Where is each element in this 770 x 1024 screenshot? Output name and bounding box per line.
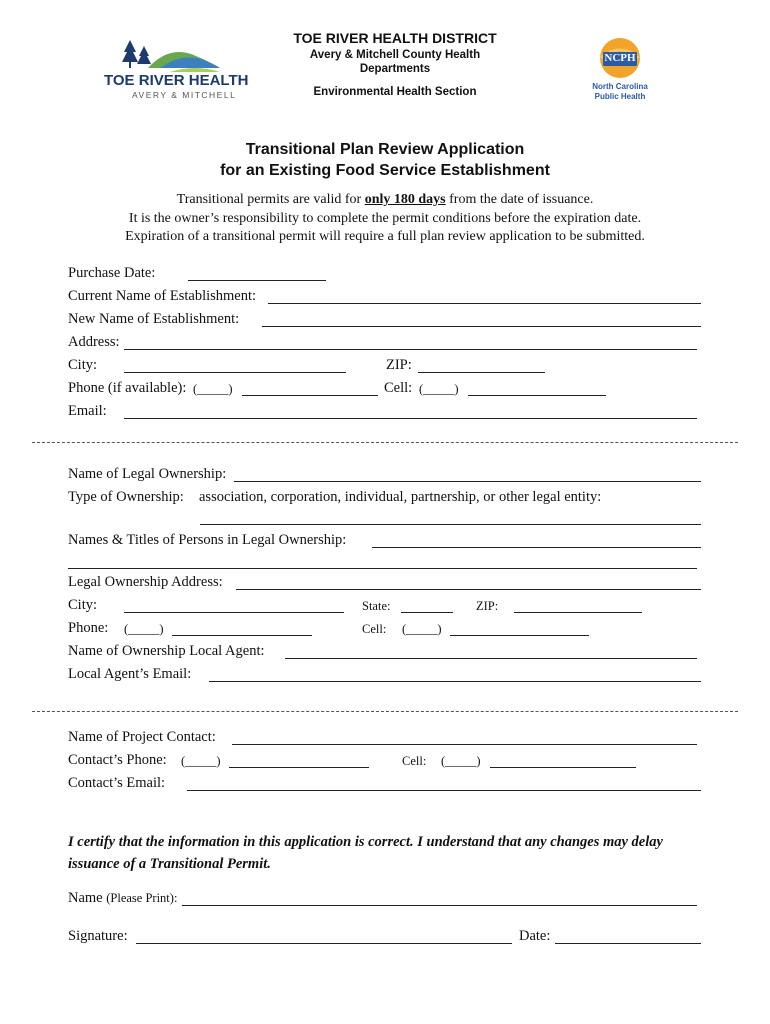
local-agent-field[interactable]	[285, 658, 697, 659]
owner-phone-field[interactable]	[172, 635, 312, 636]
form-title-line2: for an Existing Food Service Establishment	[220, 162, 550, 179]
current-name-field[interactable]	[268, 303, 701, 304]
agent-email-field[interactable]	[209, 681, 701, 682]
ownership-type-label: Type of Ownership:	[68, 489, 184, 505]
notice-line1-post: from the date of issuance.	[445, 192, 594, 207]
section-name: Environmental Health Section	[313, 86, 477, 98]
contact-phone-field[interactable]	[229, 767, 369, 768]
date-label: Date:	[519, 928, 551, 944]
persons-field-2[interactable]	[68, 568, 697, 569]
legal-address-field[interactable]	[236, 589, 701, 590]
phone-area-code[interactable]: (_____)	[193, 382, 233, 396]
zip-label: ZIP:	[386, 357, 412, 373]
city-label: City:	[68, 357, 98, 373]
contact-cell-field[interactable]	[490, 767, 636, 768]
owner-city-label: City:	[68, 597, 98, 613]
owner-state-field[interactable]	[401, 612, 453, 613]
owner-phone-label: Phone:	[68, 620, 109, 636]
ncph-logo	[585, 36, 655, 104]
contact-email-label: Contact’s Email:	[68, 775, 166, 791]
section-divider-1	[32, 442, 738, 443]
notice-line3: Expiration of a transitional permit will require a full plan review application to be submitted.	[125, 229, 645, 244]
owner-zip-label: ZIP:	[476, 599, 499, 613]
print-name-label	[68, 890, 177, 907]
ownership-type-field[interactable]	[200, 524, 701, 525]
city-field[interactable]	[124, 372, 346, 373]
new-name-field[interactable]	[262, 326, 701, 327]
zip-field[interactable]	[418, 372, 545, 373]
notice-line1	[0, 192, 770, 208]
notice-line1-bold: only 180 days	[364, 192, 446, 207]
certification-statement: I certify that the information in this application is correct. I understand that any changes may delay issuance of a Transitional Permit.	[68, 834, 663, 872]
owner-city-field[interactable]	[124, 612, 344, 613]
email-field[interactable]	[124, 418, 697, 419]
legal-ownership-label: Name of Legal Ownership:	[68, 466, 227, 482]
address-field[interactable]	[124, 349, 697, 350]
contact-phone-label: Contact’s Phone:	[68, 752, 167, 768]
local-agent-label: Name of Ownership Local Agent:	[68, 643, 265, 659]
legal-ownership-field[interactable]	[234, 481, 701, 482]
form-title-line1: Transitional Plan Review Application	[245, 141, 525, 158]
project-contact-label: Name of Project Contact:	[68, 729, 216, 745]
owner-cell-label: Cell:	[362, 622, 387, 636]
ncph-line2: Public Health	[594, 92, 646, 101]
purchase-date-field[interactable]	[188, 280, 326, 281]
ncph-abbr: NCPH	[604, 52, 636, 64]
toe-river-logo	[100, 38, 249, 100]
contact-cell-area-code[interactable]: (_____)	[441, 754, 481, 768]
email-label: Email:	[68, 403, 107, 419]
contact-email-field[interactable]	[187, 790, 701, 791]
purchase-date-label: Purchase Date:	[68, 265, 156, 281]
owner-phone-area-code[interactable]: (_____)	[124, 622, 164, 636]
legal-address-label: Legal Ownership Address:	[68, 574, 223, 590]
print-name-text: Name	[68, 890, 103, 906]
owner-cell-field[interactable]	[450, 635, 589, 636]
district-name: TOE RIVER HEALTH DISTRICT	[293, 30, 497, 46]
mountain-logo-icon	[100, 38, 245, 74]
cell-field[interactable]	[468, 395, 606, 396]
ncph-line1: North Carolina	[592, 82, 648, 91]
departments-text: Avery & Mitchell County Health Departments	[309, 49, 481, 75]
section-divider-2	[32, 711, 738, 712]
contact-phone-area-code[interactable]: (_____)	[181, 754, 221, 768]
notice-line1-pre: Transitional permits are valid for	[176, 192, 365, 207]
print-name-hint: (Please Print):	[106, 891, 178, 905]
date-field[interactable]	[555, 943, 701, 944]
ownership-type-options: association, corporation, individual, partnership, or other legal entity:	[199, 489, 602, 505]
address-label: Address:	[68, 334, 120, 350]
phone-label: Phone (if available):	[68, 380, 187, 396]
project-contact-field[interactable]	[232, 744, 697, 745]
persons-label: Names & Titles of Persons in Legal Ownership:	[68, 532, 347, 548]
agent-email-label: Local Agent’s Email:	[68, 666, 192, 682]
notice-line2: It is the owner’s responsibility to complete the permit conditions before the expiration date.	[128, 211, 642, 226]
persons-field[interactable]	[372, 547, 701, 548]
logo-name: TOE RIVER HEALTH	[104, 72, 249, 89]
phone-field[interactable]	[242, 395, 378, 396]
contact-cell-label: Cell:	[402, 754, 427, 768]
cell-label: Cell:	[384, 380, 413, 396]
signature-label: Signature:	[68, 928, 128, 944]
owner-zip-field[interactable]	[514, 612, 642, 613]
cell-area-code[interactable]: (_____)	[419, 382, 459, 396]
new-name-label: New Name of Establishment:	[68, 311, 240, 327]
owner-cell-area-code[interactable]: (_____)	[402, 622, 442, 636]
current-name-label: Current Name of Establishment:	[68, 288, 257, 304]
print-name-field[interactable]	[182, 905, 697, 906]
owner-state-label: State:	[362, 599, 391, 613]
logo-subtitle: AVERY & MITCHELL	[132, 90, 237, 100]
signature-field[interactable]	[136, 943, 512, 944]
